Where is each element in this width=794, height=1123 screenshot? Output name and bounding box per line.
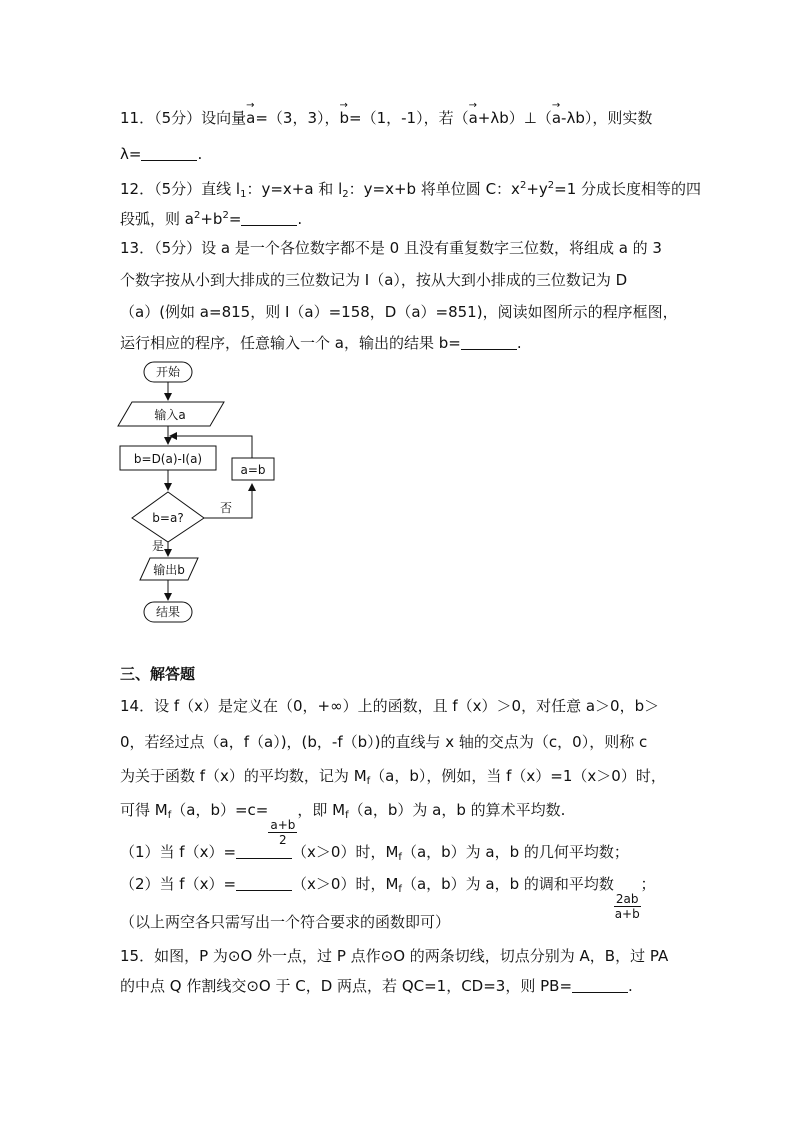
q14-text: （a，b）为 a，b 的算术平均数. (348, 801, 566, 819)
q11-text: =（1，-1），若（ (349, 109, 469, 127)
q14-text: （a，b）为 a，b 的调和平均数 (401, 875, 614, 893)
flow-yes-label: 是 (152, 539, 165, 553)
flow-assign-label: b=D(a)-I(a) (133, 452, 203, 466)
q11-text: =（3，3）， (255, 109, 340, 127)
subscript: f (366, 776, 371, 787)
q14-line1: 14．设 f（x）是定义在（0，+∞）上的函数，且 f（x）＞0，对任意 a＞0，b＞ (120, 697, 660, 715)
q13-line3: （a）(例如 a=815，则 I（a）=158，D（a）=851)，阅读如图所示的程序框图， (120, 303, 678, 321)
q14-text: （2）当 f（x）= (120, 875, 237, 893)
q13-text: 运行相应的程序，任意输入一个 a，输出的结果 b= (120, 334, 461, 352)
q14-text: 为关于函数 f（x）的平均数，记为 M (120, 767, 367, 785)
vector-expr-plus: → a+λb (469, 108, 509, 128)
fraction-numerator: 2ab (615, 892, 639, 906)
q14-text: （x＞0）时，M (292, 843, 399, 861)
answer-blank[interactable] (572, 978, 628, 993)
section-heading: 三、解答题 (120, 665, 196, 683)
q12-text: ：y=x+a 和 l (246, 180, 343, 198)
flow-start-label: 开始 (155, 365, 181, 379)
q14-line2: 0，若经过点（a，f（a）)，(b，-f（b）)的直线与 x 轴的交点为（c，0），则称 c (120, 733, 648, 751)
vector-a: → a (246, 108, 255, 128)
q14-note: （以上两空各只需写出一个符合要求的函数即可） (120, 913, 451, 931)
q15-line1: 15．如图，P 为⊙O 外一点，过 P 点作⊙O 的两条切线，切点分别为 A，B，过 PA (120, 947, 669, 965)
flow-no-label: 否 (220, 501, 233, 515)
q14-text: （a，b）=c= (171, 801, 269, 819)
q14-text: ，即 M (297, 801, 346, 819)
q13-line2: 个数字按从小到大排成的三位数记为 I（a），按从大到小排成的三位数记为 D (120, 271, 628, 289)
q12-text: = (228, 210, 242, 228)
q12-text: +b (200, 210, 223, 228)
q12-text: =1 分成长度相等的四 (554, 180, 702, 198)
superscript: 2 (547, 180, 555, 191)
subscript: f (167, 810, 172, 821)
superscript: 2 (519, 180, 527, 191)
q15-text: 的中点 Q 作割线交⊙O 于 C，D 两点，若 QC=1，CD=3，则 PB= (120, 977, 573, 995)
q12-text: 12．（5分）直线 l (120, 180, 241, 198)
q13-text: . (516, 334, 522, 352)
q14-text: （a，b），例如，当 f（x）=1（x＞0）时， (370, 767, 666, 785)
q11-text: . (197, 145, 203, 163)
fraction-numerator: a+b (270, 818, 296, 832)
q14-text: （a，b）为 a，b 的几何平均数； (401, 843, 629, 861)
vector-expr-minus: → a-λb (552, 108, 585, 128)
answer-blank[interactable] (236, 844, 292, 859)
fraction-denominator: 2 (279, 833, 287, 847)
flow-end-label: 结果 (155, 605, 181, 619)
q14-line3 (120, 766, 666, 792)
superscript: 2 (193, 210, 201, 221)
subscript: 2 (342, 189, 349, 200)
q11-text: 11．（5分）设向量 (120, 109, 247, 127)
q11-text: ），则实数 (584, 109, 653, 127)
q15-text: . (628, 977, 633, 995)
flow-update-label: a=b (240, 463, 266, 477)
q11-text: λ= (120, 145, 142, 163)
flow-input-label: 输入a (154, 408, 186, 422)
fraction (614, 892, 641, 921)
q12-text: ：y=x+b 将单位圆 C：x (348, 180, 520, 198)
q14-text: 可得 M (120, 801, 168, 819)
q12-text: +y (526, 180, 548, 198)
subscript: 1 (240, 189, 247, 200)
vector-b: → b (340, 108, 350, 128)
subscript: f (398, 852, 402, 863)
q13-line1: 13．（5分）设 a 是一个各位数字都不是 0 且没有重复数字三位数，将组成 a 的 3 (120, 239, 662, 257)
q14-line4 (120, 800, 565, 847)
flow-decision-label: b=a? (152, 511, 184, 525)
q12-text: 段弧，则 a (120, 210, 194, 228)
flow-output-label: 输出b (153, 563, 185, 577)
q14-text: ； (640, 875, 656, 893)
q12-text: . (297, 210, 303, 228)
q14-text: （1）当 f（x）= (120, 843, 237, 861)
q11-text: ）⊥（ (508, 109, 552, 127)
q14-part1 (120, 842, 629, 868)
subscript: f (345, 810, 349, 821)
superscript: 2 (222, 210, 229, 221)
q15-line2 (120, 976, 633, 996)
subscript: f (398, 884, 402, 895)
answer-blank[interactable] (236, 876, 292, 891)
q14-text: （x＞0）时，M (292, 875, 399, 893)
fraction-denominator: a+b (614, 907, 640, 921)
